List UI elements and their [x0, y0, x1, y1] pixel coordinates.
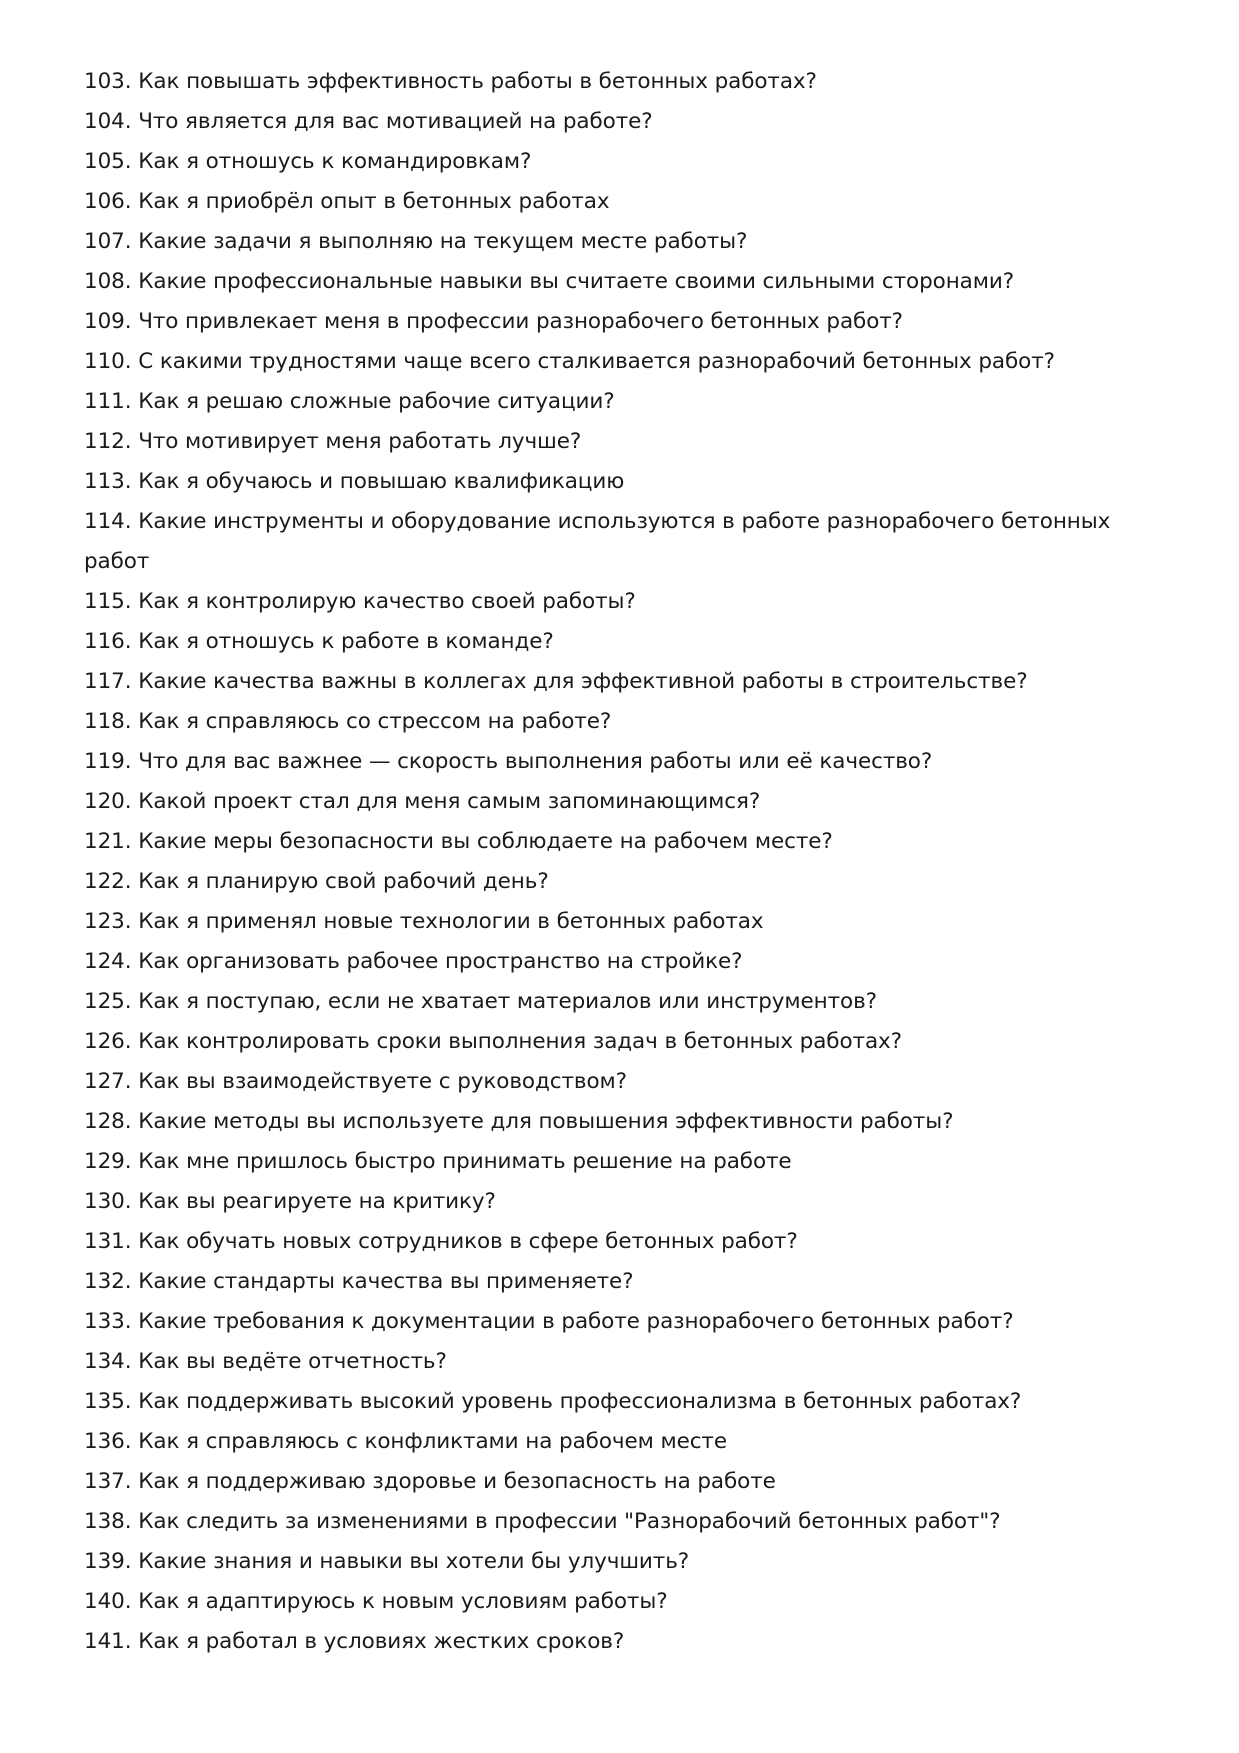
list-item: 110. С какими трудностями чаще всего сталкивается разнорабочий бетонных работ? [84, 349, 1055, 374]
list-item: 119. Что для вас важнее — скорость выполнения работы или её качество? [84, 749, 933, 774]
list-item: 103. Как повышать эффективность работы в бетонных работах? [84, 69, 817, 94]
list-item: 139. Какие знания и навыки вы хотели бы улучшить? [84, 1549, 690, 1574]
list-item: 120. Какой проект стал для меня самым запоминающимся? [84, 789, 761, 814]
list-item: 134. Как вы ведёте отчетность? [84, 1349, 447, 1374]
list-item: 123. Как я применял новые технологии в бетонных работах [84, 909, 764, 934]
question-list [84, 62, 1164, 1662]
list-item: 109. Что привлекает меня в профессии разнорабочего бетонных работ? [84, 309, 903, 334]
list-item: 113. Как я обучаюсь и повышаю квалификацию [84, 469, 625, 494]
list-item: 135. Как поддерживать высокий уровень профессионализма в бетонных работах? [84, 1389, 1022, 1414]
list-item: 118. Как я справляюсь со стрессом на работе? [84, 709, 612, 734]
list-item: 137. Как я поддерживаю здоровье и безопасность на работе [84, 1469, 776, 1494]
list-item: 111. Как я решаю сложные рабочие ситуации? [84, 389, 615, 414]
list-item: 130. Как вы реагируете на критику? [84, 1189, 496, 1214]
list-item: 108. Какие профессиональные навыки вы считаете своими сильными сторонами? [84, 269, 1015, 294]
list-item: 112. Что мотивирует меня работать лучше? [84, 429, 582, 454]
list-item: 132. Какие стандарты качества вы применяете? [84, 1269, 634, 1294]
list-item: 114. Какие инструменты и оборудование используются в работе разнорабочего бетонных работ [84, 509, 1111, 574]
list-item: 116. Как я отношусь к работе в команде? [84, 629, 554, 654]
list-item: 122. Как я планирую свой рабочий день? [84, 869, 549, 894]
list-item: 140. Как я адаптируюсь к новым условиям работы? [84, 1589, 668, 1614]
list-item: 125. Как я поступаю, если не хватает материалов или инструментов? [84, 989, 877, 1014]
list-item: 117. Какие качества важны в коллегах для эффективной работы в строительстве? [84, 669, 1028, 694]
list-item: 106. Как я приобрёл опыт в бетонных работах [84, 189, 610, 214]
list-item: 124. Как организовать рабочее пространство на стройке? [84, 949, 743, 974]
list-item: 104. Что является для вас мотивацией на работе? [84, 109, 653, 134]
list-item: 131. Как обучать новых сотрудников в сфере бетонных работ? [84, 1229, 798, 1254]
list-item: 105. Как я отношусь к командировкам? [84, 149, 532, 174]
list-item: 138. Как следить за изменениями в профессии "Разнорабочий бетонных работ"? [84, 1509, 1001, 1534]
list-item: 129. Как мне пришлось быстро принимать решение на работе [84, 1149, 792, 1174]
list-item: 115. Как я контролирую качество своей работы? [84, 589, 636, 614]
list-item: 133. Какие требования к документации в работе разнорабочего бетонных работ? [84, 1309, 1014, 1334]
list-item: 128. Какие методы вы используете для повышения эффективности работы? [84, 1109, 954, 1134]
list-item: 126. Как контролировать сроки выполнения задач в бетонных работах? [84, 1029, 902, 1054]
list-item: 127. Как вы взаимодействуете с руководством? [84, 1069, 627, 1094]
list-item: 136. Как я справляюсь с конфликтами на рабочем месте [84, 1429, 727, 1454]
list-item: 121. Какие меры безопасности вы соблюдаете на рабочем месте? [84, 829, 833, 854]
list-item: 141. Как я работал в условиях жестких сроков? [84, 1629, 625, 1654]
list-item: 107. Какие задачи я выполняю на текущем месте работы? [84, 229, 748, 254]
